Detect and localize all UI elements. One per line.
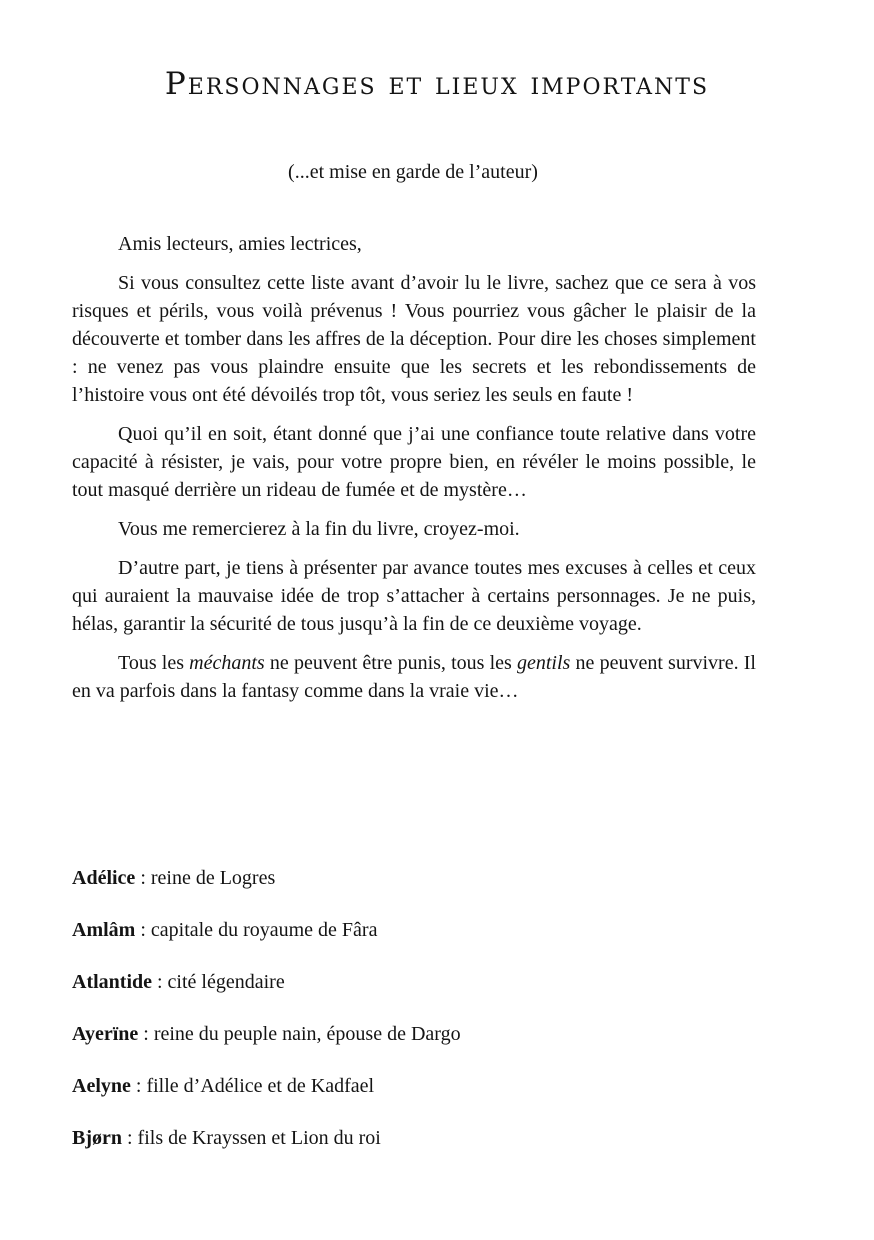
glossary-entry <box>72 968 772 996</box>
paragraph-text: D’autre part, je tiens à présenter par avance toutes mes excuses à celles et ceux qui auraient la mauvaise idée de trop s’attacher à certains personnages. Je ne puis, hélas, garantir la sécurité de tous jusqu’à la fin de ce deuxième voyage. <box>72 557 756 635</box>
glossary-term: Ayerïne <box>72 1023 139 1045</box>
glossary-entry <box>72 1124 772 1152</box>
glossary-term: Aelyne <box>72 1075 131 1097</box>
paragraph-text: ne peuvent survivre. Il en va parfois dans la fantasy comme dans la vraie vie… <box>72 652 756 702</box>
paragraph <box>72 515 756 543</box>
paragraph-text: ne peuvent être punis, tous les <box>264 652 517 674</box>
emphasis-text: gentils <box>517 652 571 674</box>
glossary-entry <box>72 864 772 892</box>
glossary-entry <box>72 1020 772 1048</box>
glossary-term: Amlâm <box>72 919 136 941</box>
glossary-term: Adélice <box>72 867 136 889</box>
glossary-definition: : reine du peuple nain, épouse de Dargo <box>138 1023 461 1045</box>
paragraph-text: Amis lecteurs, amies lectrices, <box>118 233 362 255</box>
paragraph <box>72 649 756 705</box>
glossary-definition: : fille d’Adélice et de Kadfael <box>130 1075 375 1097</box>
paragraph-text: Quoi qu’il en soit, étant donné que j’ai une confiance toute relative dans votre capacité à résister, je vais, pour votre propre bien, en révéler le moins possible, le tout masqué derrière un rideau de fumée et de mystère… <box>72 423 756 501</box>
glossary-term: Atlantide <box>72 971 152 993</box>
glossary-definition: : capitale du royaume de Fâra <box>135 919 378 941</box>
paragraph-text: Si vous consultez cette liste avant d’avoir lu le livre, sachez que ce sera à vos risques et périls, vous voilà prévenus ! Vous pourriez vous gâcher le plaisir de la découverte et tomber dans les affres de la déception. Pour dire les choses simplement : ne venez pas vous plaindre ensuite que les secrets et les rebondissements de l’histoire vous ont été dévoilés trop tôt, vous seriez les seuls en faute ! <box>72 272 756 406</box>
paragraph-text: Vous me remercierez à la fin du livre, croyez-moi. <box>118 518 520 540</box>
paragraph <box>72 269 756 409</box>
emphasis-text: méchants <box>189 652 265 674</box>
glossary-definition: : reine de Logres <box>135 867 276 889</box>
page-title: Personnages et lieux importants <box>164 66 710 102</box>
page-subtitle: (...et mise en garde de l’auteur) <box>288 161 538 183</box>
glossary-list <box>72 864 772 1176</box>
author-note <box>72 230 756 716</box>
glossary-entry <box>72 916 772 944</box>
paragraph-text: Tous les <box>118 652 190 674</box>
glossary-term: Bjørn <box>72 1127 122 1149</box>
glossary-entry <box>72 1072 772 1100</box>
paragraph <box>72 230 756 258</box>
paragraph <box>72 420 756 504</box>
glossary-definition: : cité légendaire <box>152 971 285 993</box>
paragraph <box>72 554 756 638</box>
glossary-definition: : fils de Krayssen et Lion du roi <box>122 1127 381 1149</box>
